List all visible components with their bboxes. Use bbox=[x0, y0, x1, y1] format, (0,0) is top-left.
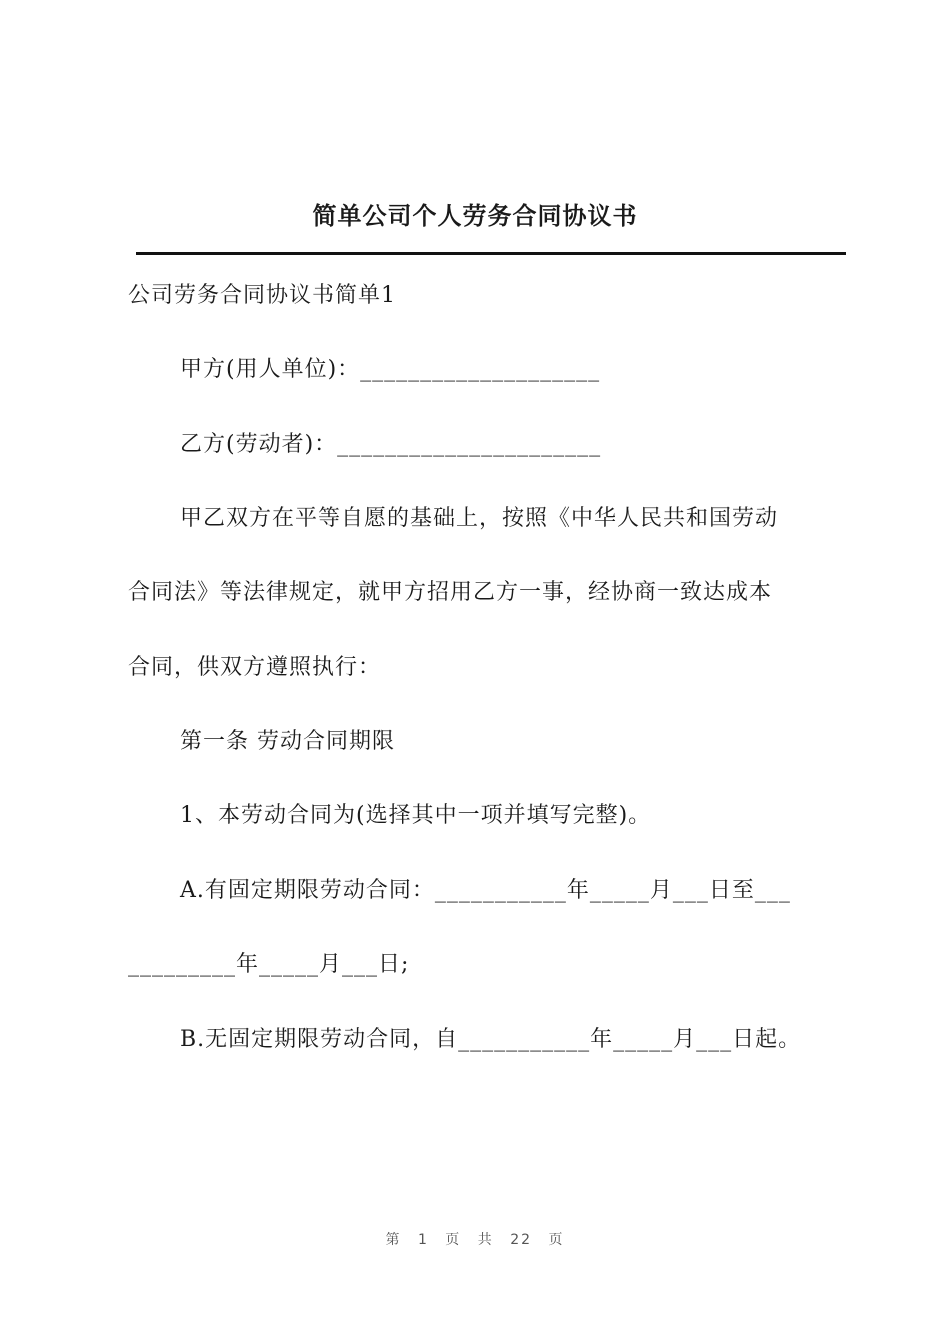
intro-paragraph-line: 合同法》等法律规定，就甲方招用乙方一事，经协商一致达成本 bbox=[128, 580, 773, 605]
article-heading: 第一条 劳动合同期限 bbox=[180, 729, 395, 754]
option-a-line: A.有固定期限劳动合同：___________年_____月___日至___ bbox=[180, 878, 791, 903]
intro-paragraph-line: 甲乙双方在平等自愿的基础上，按照《中华人民共和国劳动 bbox=[180, 506, 779, 531]
intro-paragraph-line: 合同，供双方遵照执行： bbox=[128, 655, 382, 680]
option-a-line-continued: _________年_____月___日; bbox=[128, 952, 410, 977]
party-b-line: 乙方(劳动者)：______________________ bbox=[180, 432, 602, 457]
clause-text: 1、本劳动合同为(选择其中一项并填写完整)。 bbox=[180, 803, 652, 828]
document-title: 简单公司个人劳务合同协议书 bbox=[312, 202, 638, 230]
page-number-footer: 第 1 页 共 22 页 bbox=[385, 1232, 565, 1248]
section-heading: 公司劳务合同协议书简单1 bbox=[128, 283, 396, 308]
option-b-line: B.无固定期限劳动合同，自___________年_____月___日起。 bbox=[180, 1027, 802, 1052]
title-underline bbox=[136, 252, 846, 255]
party-a-line: 甲方(用人单位)：____________________ bbox=[180, 357, 601, 382]
